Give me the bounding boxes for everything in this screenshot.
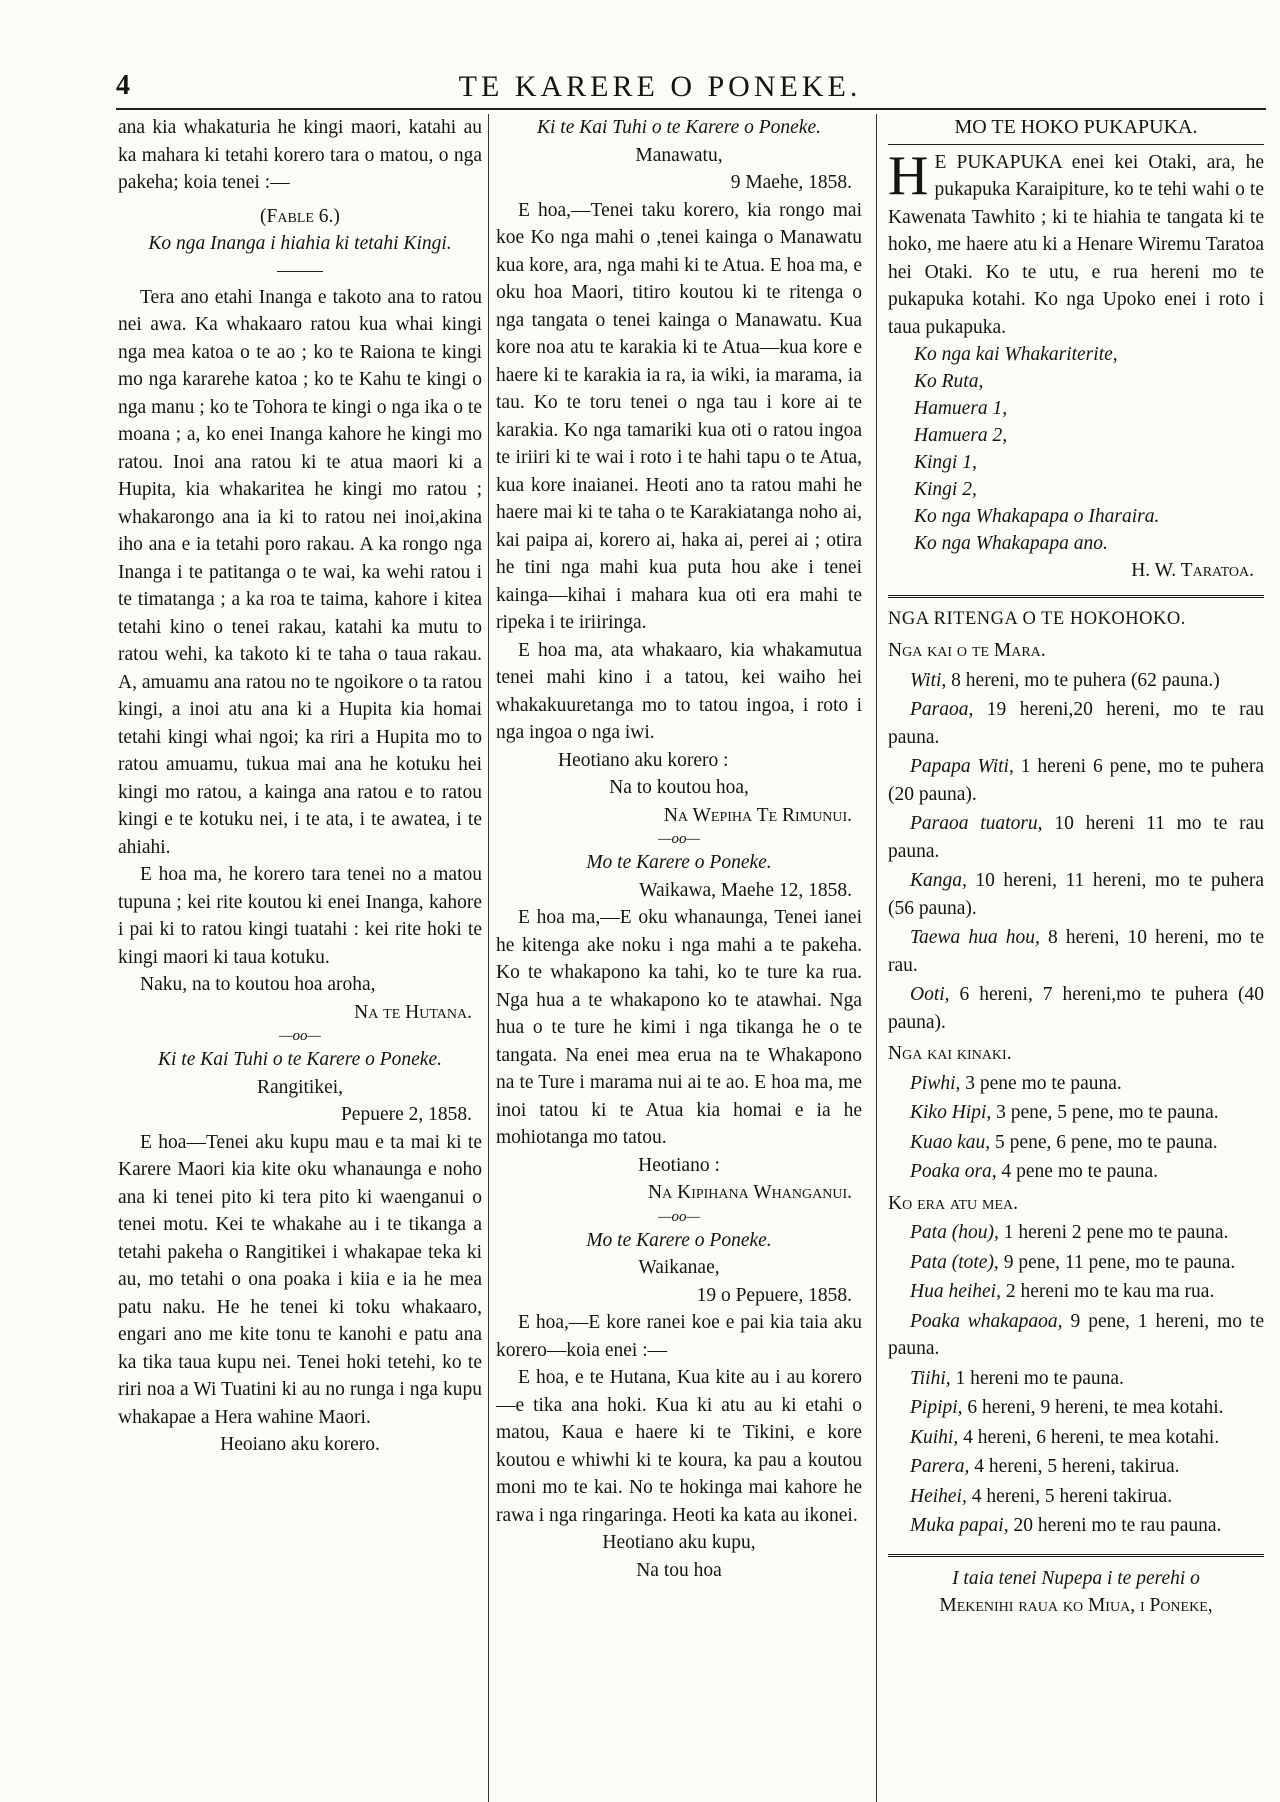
item-price: 9 pene, 11 pene, mo te pauna.	[1003, 1251, 1236, 1273]
fable-title: Ko nga Inanga i hiahia ki tetahi Kingi.	[148, 233, 452, 254]
letter-signature: Na te Hutana.	[354, 1001, 472, 1023]
item-price: 1 hereni 6 pene, mo te puhera (20 pauna).	[888, 756, 1264, 805]
letter-place: Manawatu,	[635, 144, 723, 166]
column-divider	[876, 114, 877, 1802]
letter-trail: Heotiano aku korero :	[558, 749, 729, 771]
advert-heading: MO TE HOKO PUKAPUKA.	[954, 116, 1198, 138]
imprint-line: Mekenihi raua ko Miua, i Poneke,	[939, 1595, 1213, 1616]
column-divider	[488, 114, 489, 1802]
column-1	[118, 114, 482, 1459]
price-item	[888, 1158, 1264, 1186]
masthead-title: TE KARERE O PONEKE.	[458, 70, 862, 103]
book-item: Ko nga Whakapapa o Iharaira.	[914, 506, 1160, 527]
letter-date: 9 Maehe, 1858.	[730, 172, 852, 193]
price-item	[888, 1394, 1264, 1422]
item-price: 6 hereni, 9 hereni, te mea kotahi.	[967, 1397, 1224, 1418]
price-list	[888, 1070, 1264, 1186]
article-paragraph: E hoa,—Tenei taku korero, kia rongo mai koe Ko nga mahi o ,tenei kainga o Manawatu kua kore, ara, nga mahi ki te Atua. E hoa ma, e oku hoa Maori, titiro koutou ki te ritenga o nga tangata o tenei kainga o Manawatu. Kua kore noa atu te karakia ki te Atua—kua kore e haere ki te karakia ia ra, ia wiki, ia marama, ia tau. Ko te toru tenei o nga tau i kore ai te karakia. Ko nga tamariki kua oti o ratou ingoa te iriiri ki te wai i roto i te hahi tapu o te Atua, kua kore inaianei. Heoti ano ta ratou mahi he haere mai ki te taha o te Karakiatanga noho ai, kai paipa ai, korero ai, haka ai, perei ai ; otira he tini nga mahi kua puta hou ake i tenei kainga—kihai i mahara kua oti era mahi te ripeka i te iriiringa.	[496, 199, 862, 633]
article-paragraph: E hoa—Tenei aku kupu mau e ta mai ki te Karere Maori kia kite oku whanaunga e noho ana ki tenei pito ki tera pito ki waenganui o tenei motu. Kei te whakahe au i te tikanga a tetahi pakeha o Rangitikei i whakapae teka ki au, mo tetahi o ona poaka i kiia e ia he mea patu naku. He he tenei ki toku whakaaro, engari ano me kite tonu te kanohi e patu ana ka tika taua kupu nei. Tenei hoki tetehi, ko te riri noa a Wi Tuatini ki au no runga i nga kupu whakapae a Hera wahine Maori.	[118, 1131, 482, 1428]
page-header	[0, 70, 1280, 110]
price-item	[888, 1249, 1264, 1277]
book-item: Hamuera 1,	[914, 398, 1008, 419]
letter-signature: Na Wepiha Te Rimunui.	[663, 804, 852, 826]
book-item: Ko nga kai Whakariterite,	[914, 344, 1118, 365]
letter-place-date: Waikawa, Maehe 12, 1858.	[639, 879, 852, 901]
article-paragraph: E hoa,—E kore ranei koe e pai kia taia aku korero—koia enei :—	[496, 1312, 862, 1361]
advert-text: E PUKAPUKA enei kei Otaki, ara, he pukapuka Karaipiture, ko te tehi wahi o te Kawenata Tawhito ; ki te hiahia te tangata ki te hoko, me haere atu ki a Henare Wiremu Taratoa hei Otaki. Ko te utu, e rua hereni mo te pukapuka kotahi. Ko nga Upoko enei i roto i taua pukapuka.	[888, 151, 1264, 338]
advert-rule	[888, 144, 1264, 145]
letter-trail: Heotiano aku kupu,	[602, 1532, 756, 1553]
section-separator: —oo—	[658, 831, 700, 847]
item-price: 5 pene, 6 pene, mo te pauna.	[995, 1131, 1218, 1153]
item-name: Kuao kau,	[910, 1131, 991, 1153]
item-name: Papapa Witi,	[910, 756, 1014, 777]
price-item	[888, 1308, 1264, 1363]
section-rule	[888, 1554, 1264, 1557]
item-name: Pipipi,	[910, 1397, 963, 1418]
article-paragraph: E hoa ma,—E oku whanaunga, Tenei ianei he kitenga ake noku i nga mahi a te pakeha. Ko te whakapono ka tahi, ko te ture ka rua. Nga hua a te whakapono ko te atawhai. Nga hua o te ture he kimi i nga tikanga he o te tangata. Na enei mea erua na te Whakapono na te Ture i marama nui ai te ao. E hoa ma, me inoi tatou ki te Atua kia homai e ia he mohiotanga mo tatou.	[496, 907, 862, 1148]
item-price: 10 hereni, 11 hereni, mo te puhera (56 pauna).	[888, 870, 1265, 919]
letter-date: Pepuere 2, 1858.	[340, 1104, 472, 1125]
item-name: Piwhi,	[910, 1072, 961, 1094]
letter-heading: Mo te Karere o Poneke.	[586, 1229, 772, 1251]
header-rule	[116, 108, 1266, 110]
item-price: 9 pene, 1 hereni, mo te pauna.	[888, 1310, 1265, 1359]
article-paragraph: E hoa, e te Hutana, Kua kite au i au korero—e tika ana hoki. Kua ki atu au ki etahi o matou, Kaua e haere ki te Tikini, e kore koutou e whiwhi ki te koura, ka pau a koutou moni mo te kai. No te hokinga mai kahore he rawa i nga ringaringa. Heoti ka kata au ikonei.	[496, 1367, 862, 1526]
item-name: Parera,	[910, 1456, 970, 1477]
book-item: Ko Ruta,	[914, 371, 984, 392]
item-price: 4 hereni, 5 hereni takirua.	[971, 1485, 1173, 1507]
item-name: Kiko Hipi,	[910, 1102, 992, 1123]
price-item	[888, 1129, 1264, 1157]
price-item	[888, 1099, 1264, 1127]
price-item	[888, 667, 1264, 695]
price-item	[888, 1278, 1264, 1306]
imprint-line: I taia tenei Nupepa i te perehi o	[952, 1567, 1200, 1589]
item-name: Heihei,	[910, 1485, 967, 1507]
item-price: 4 hereni, 6 hereni, te mea kotahi.	[963, 1426, 1220, 1448]
item-price: 8 hereni, mo te puhera (62 pauna.)	[951, 669, 1220, 691]
item-name: Kuihi,	[910, 1426, 959, 1448]
item-name: Pata (hou),	[910, 1222, 999, 1243]
letter-heading: Mo te Karere o Poneke.	[586, 852, 772, 873]
letter-place: Rangitikei,	[256, 1076, 344, 1098]
book-list	[888, 341, 1264, 557]
item-name: Muka papai,	[910, 1515, 1009, 1536]
item-name: Kanga,	[910, 870, 967, 891]
price-item	[888, 1483, 1264, 1511]
price-item	[888, 810, 1264, 865]
column-2	[496, 114, 862, 1584]
book-item: Hamuera 2,	[914, 425, 1008, 446]
price-item	[888, 981, 1264, 1036]
advert-body	[888, 144, 1264, 342]
item-name: Poaka whakapaoa,	[910, 1310, 1063, 1332]
letter-closing: Naku, na to koutou hoa aroha,	[140, 974, 376, 995]
letter-place: Waikanae,	[638, 1257, 720, 1278]
item-price: 10 hereni 11 mo te rau pauna.	[888, 813, 1264, 862]
price-item	[888, 1424, 1264, 1452]
section-separator: —oo—	[658, 1208, 700, 1225]
item-price: 4 hereni, 5 hereni, takirua.	[974, 1456, 1180, 1477]
article-text: ana kia whakaturia he kingi maori, katahi au ka mahara ki tetahi korero tara o matou, o nga pakeha; koia tenei :—	[118, 117, 482, 193]
article-paragraph: Tera ano etahi Inanga e takoto ana to ratou nei awa. Ka whakaaro ratou kua whai kingi nga mea katoa o te ao ; ko te Raiona te kingi mo nga kararehe katoa ; ko te Kahu te kingi o nga manu ; ko te Tohora te kingi o nga ika o te moana ; a, ko enei Inanga kahore he kingi mo ratou. Inoi ana ratou ki te atua maori ki a Hupita, kia whakaritea he kingi mo ratou ; whakarongo ana ia ki to ratou nei inoi,akina iho ana e ia tetahi poro rakau. A ka rongo nga Inanga i te patitanga o te wai, ka wehi ratou i te timatanga ; a ka roa te taima, kahore i kitea tetahi kino o tenei rakau, katahi ka mutu to ratou wehi, ka takoto ki te taha o taua rakau. A, amuamu ana ratou no te ngoikore o ta ratou kingi, a inoi atu ana ki a Hupita kia homai tetahi kingi whai ngoi; ka riri a Hupita mo to ratou amuamu, tukua mai ana he kotuku hei kingi mo ratou, a kainga ana ratou e to ratou kingi e te kotuku nei, i te ata, i te awatea, i te ahiahi.	[118, 286, 482, 858]
price-item	[888, 1453, 1264, 1481]
letter-closing: Na to koutou hoa,	[609, 777, 749, 798]
section-separator: —oo—	[279, 1028, 321, 1044]
item-price: 20 hereni mo te rau pauna.	[1013, 1515, 1222, 1536]
section-rule	[888, 595, 1264, 598]
divider	[277, 271, 323, 272]
item-name: Tiihi,	[910, 1367, 951, 1389]
page-number: 4	[116, 70, 130, 101]
item-name: Ooti,	[910, 984, 950, 1005]
price-section-heading: Nga kai kinaki.	[888, 1043, 1012, 1064]
advert-signature: H. W. Taratoa.	[1131, 560, 1254, 581]
article-paragraph: E hoa ma, he korero tara tenei no a matou tupuna ; kei rite koutou ki enei Inanga, kahore i pai ki to ratou kingi tuatahi : kei rite hoki te kingi maori ki taua kotuku.	[118, 864, 482, 968]
item-name: Taewa hua hou,	[910, 927, 1040, 948]
letter-date: 19 o Pepuere, 1858.	[696, 1284, 852, 1306]
book-item: Ko nga Whakapapa ano.	[914, 533, 1108, 554]
price-item	[888, 1365, 1264, 1393]
price-item	[888, 1070, 1264, 1098]
item-price: 3 pene mo te pauna.	[965, 1072, 1122, 1094]
letter-trail: Heotiano :	[638, 1154, 720, 1176]
drop-cap: H	[888, 144, 929, 207]
letter-trail: Heoiano aku korero.	[220, 1434, 380, 1455]
item-price: 3 pene, 5 pene, mo te pauna.	[996, 1102, 1219, 1123]
price-item	[888, 1512, 1264, 1540]
book-item: Kingi 2,	[914, 479, 977, 500]
item-name: Poaka ora,	[910, 1161, 997, 1182]
article-paragraph: E hoa ma, ata whakaaro, kia whakamutua tenei mahi kino i a tatou, kei waiho hei whakakuuretanga mo to tatou ingoa, i roto i nga ingoa o nga iwi.	[496, 639, 862, 743]
letter-signature: Na Kipihana Whanganui.	[648, 1182, 852, 1203]
item-name: Pata (tote),	[910, 1251, 999, 1273]
price-item	[888, 753, 1264, 808]
price-list	[888, 1219, 1264, 1540]
fable-label: (Fable 6.)	[260, 205, 340, 227]
item-price: 6 hereni, 7 hereni,mo te puhera (40 pauna).	[888, 984, 1265, 1033]
price-item	[888, 1219, 1264, 1247]
letter-heading: Ki te Kai Tuhi o te Karere o Poneke.	[537, 117, 821, 138]
price-item	[888, 924, 1264, 979]
price-item	[888, 867, 1264, 922]
item-name: Paraoa,	[910, 699, 974, 720]
price-item	[888, 696, 1264, 751]
letter-closing: Na tou hoa	[636, 1559, 722, 1581]
price-section-heading: Ko era atu mea.	[888, 1192, 1019, 1214]
item-name: Paraoa tuatoru,	[910, 813, 1043, 834]
item-price: 4 pene mo te pauna.	[1001, 1161, 1159, 1182]
item-price: 2 hereni mo te kau ma rua.	[1005, 1281, 1215, 1302]
item-name: Witi,	[910, 669, 947, 691]
item-price: 1 hereni mo te pauna.	[955, 1367, 1124, 1389]
item-name: Hua heihei,	[910, 1281, 1001, 1302]
column-3	[888, 114, 1264, 1620]
price-section-heading: Nga kai o te Mara.	[888, 640, 1046, 661]
item-price: 19 hereni,20 hereni, mo te rau pauna.	[888, 699, 1264, 748]
item-price: 8 hereni, 10 hereni, mo te rau.	[888, 927, 1265, 976]
item-price: 1 hereni 2 pene mo te pauna.	[1003, 1222, 1229, 1243]
price-list	[888, 667, 1264, 1037]
book-item: Kingi 1,	[914, 452, 977, 473]
letter-heading: Ki te Kai Tuhi o te Karere o Poneke.	[158, 1049, 442, 1070]
prices-heading: NGA RITENGA O TE HOKOHOKO.	[888, 608, 1186, 629]
